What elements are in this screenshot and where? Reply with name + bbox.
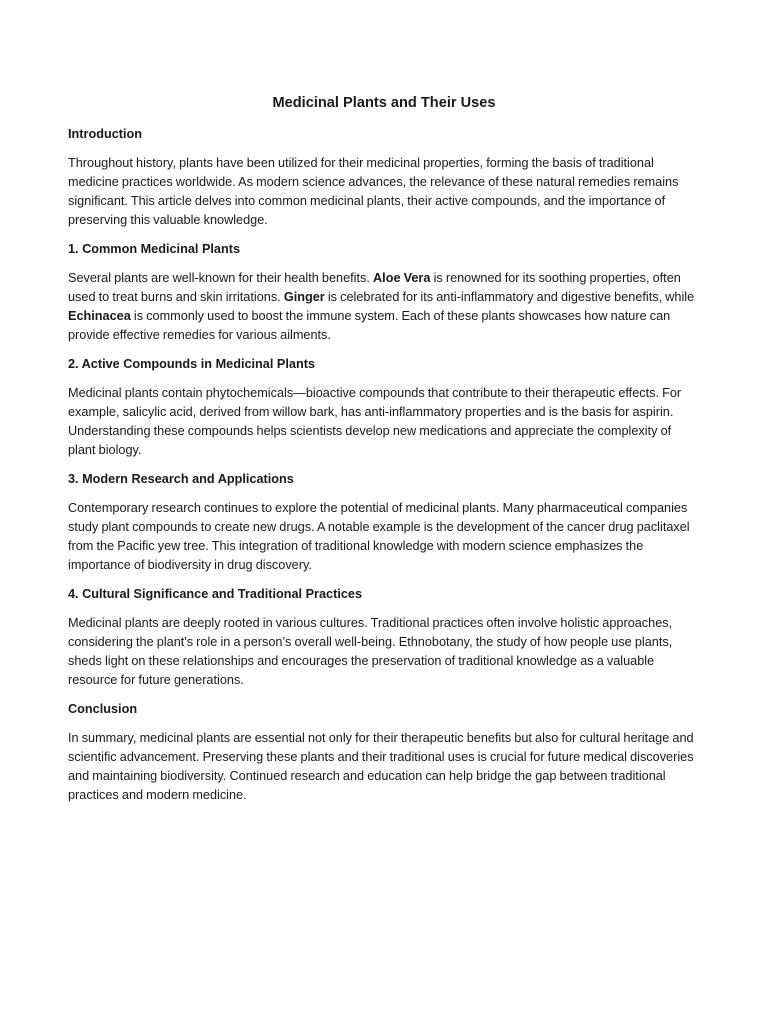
plant-name-ginger: Ginger — [283, 290, 325, 304]
section-heading: 2. Active Compounds in Medicinal Plants — [68, 357, 315, 371]
paragraph-text: is celebrated for its anti-inflammatory and digestive benefits, while — [324, 290, 695, 304]
section-modern-research — [68, 470, 700, 575]
section-paragraph — [68, 729, 700, 805]
section-heading: 4. Cultural Significance and Traditional Practices — [68, 587, 363, 601]
section-cultural-significance — [68, 585, 700, 690]
section-heading: 3. Modern Research and Applications — [68, 472, 294, 486]
paragraph-text: Throughout history, plants have been utilized for their medicinal properties, forming the basis of traditional medicine practices worldwide. As modern science advances, the relevance of these natural remedies remains significant. This article delves into common medicinal plants, their active compounds, and the importance of preserving this valuable knowledge. — [68, 156, 679, 227]
section-paragraph — [68, 614, 700, 690]
paragraph-text: Medicinal plants contain phytochemicals—bioactive compounds that contribute to their therapeutic effects. For example, salicylic acid, derived from willow bark, has anti-inflammatory properties and is the basis for aspirin. Understanding these compounds helps scientists develop new medications and appreciate the complexity of plant biology. — [68, 386, 682, 457]
section-paragraph — [68, 384, 700, 460]
plant-name-echinacea: Echinacea — [68, 309, 131, 323]
paragraph-text: Contemporary research continues to explore the potential of medicinal plants. Many pharmaceutical companies study plant compounds to create new drugs. A notable example is the development of the cancer drug paclitaxel from the Pacific yew tree. This integration of traditional knowledge with modern science emphasizes the importance of biodiversity in drug discovery. — [68, 501, 690, 572]
section-paragraph — [68, 154, 700, 230]
paragraph-text: is commonly used to boost the immune system. Each of these plants showcases how nature can provide effective remedies for various ailments. — [68, 309, 671, 342]
paragraph-text: is renowned for its soothing properties, often used to treat burns and skin irritations. — [68, 271, 681, 304]
section-heading: 1. Common Medicinal Plants — [68, 242, 241, 256]
section-introduction — [68, 125, 700, 230]
section-paragraph — [68, 269, 700, 345]
document-body — [68, 92, 700, 815]
paragraph-text: Medicinal plants are deeply rooted in various cultures. Traditional practices often involve holistic approaches, considering the plant's role in a person’s overall well-being. Ethnobotany, the study of how people use plants, sheds light on these relationships and encourages the preservation of traditional knowledge as a valuable resource for future generations. — [68, 616, 673, 687]
section-conclusion — [68, 700, 700, 805]
document-title: Medicinal Plants and Their Uses — [272, 95, 496, 111]
plant-name-aloe-vera: Aloe Vera — [373, 271, 431, 285]
section-paragraph — [68, 499, 700, 575]
paragraph-text: Several plants are well-known for their health benefits. — [68, 271, 373, 285]
section-common-medicinal-plants — [68, 240, 700, 345]
section-heading: Introduction — [68, 127, 142, 141]
paragraph-text: In summary, medicinal plants are essential not only for their therapeutic benefits but also for cultural heritage and scientific advancement. Preserving these plants and their traditional uses is crucial for future medical discoveries and maintaining biodiversity. Continued research and education can help bridge the gap between traditional practices and modern medicine. — [68, 731, 694, 802]
section-active-compounds — [68, 355, 700, 460]
section-heading: Conclusion — [68, 702, 138, 716]
